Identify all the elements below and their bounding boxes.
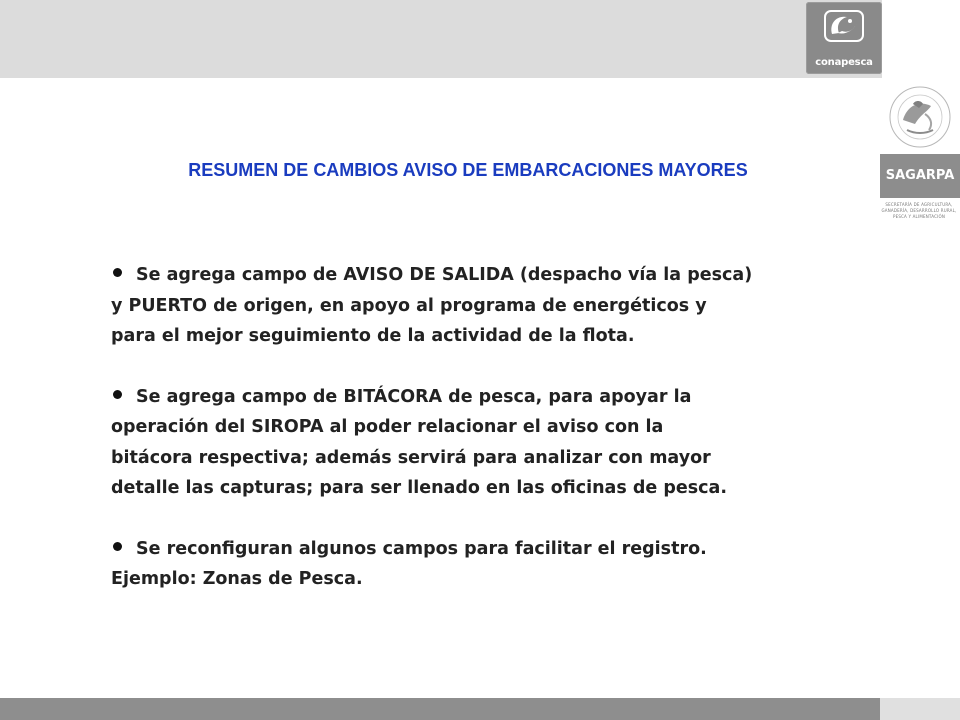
bullet-text: Se reconfiguran algunos campos para facilitar el registro. Ejemplo: Zonas de Pesca. bbox=[111, 538, 707, 589]
fish-emblem-icon bbox=[823, 9, 865, 43]
header-corner bbox=[882, 0, 960, 78]
bullet-item bbox=[111, 260, 851, 352]
bullet-item bbox=[111, 382, 851, 504]
bullet-text: Se agrega campo de AVISO DE SALIDA (despacho vía la pesca) y PUERTO de origen, en apoyo al programa de energéticos y para el mejor seguimiento de la actividad de la flota. bbox=[111, 265, 753, 346]
bullet-dot-icon bbox=[113, 268, 122, 277]
secretaria-caption: SECRETARÍA DE AGRICULTURA, GANADERÍA, DESARROLLO RURAL, PESCA Y ALIMENTACIÓN bbox=[881, 202, 957, 219]
logo-text: conapesca bbox=[815, 57, 873, 68]
page-title: RESUMEN DE CAMBIOS AVISO DE EMBARCACIONES MAYORES bbox=[188, 160, 748, 180]
conapesca-logo bbox=[806, 2, 882, 74]
bullet-item bbox=[111, 534, 851, 595]
bullet-dot-icon bbox=[113, 542, 122, 551]
bullet-dot-icon bbox=[113, 390, 122, 399]
footer-corner bbox=[880, 698, 960, 720]
bullet-text: Se agrega campo de BITÁCORA de pesca, para apoyar la operación del SIROPA al poder relacionar el aviso con la bitácora respectiva; además servirá para analizar con mayor detalle las capturas; para ser llenado en las oficinas de pesca. bbox=[111, 386, 727, 498]
footer-bar bbox=[0, 698, 880, 720]
sagarpa-label: SAGARPA bbox=[885, 168, 955, 183]
bullet-list bbox=[111, 260, 851, 625]
mexico-seal-icon bbox=[885, 84, 955, 150]
